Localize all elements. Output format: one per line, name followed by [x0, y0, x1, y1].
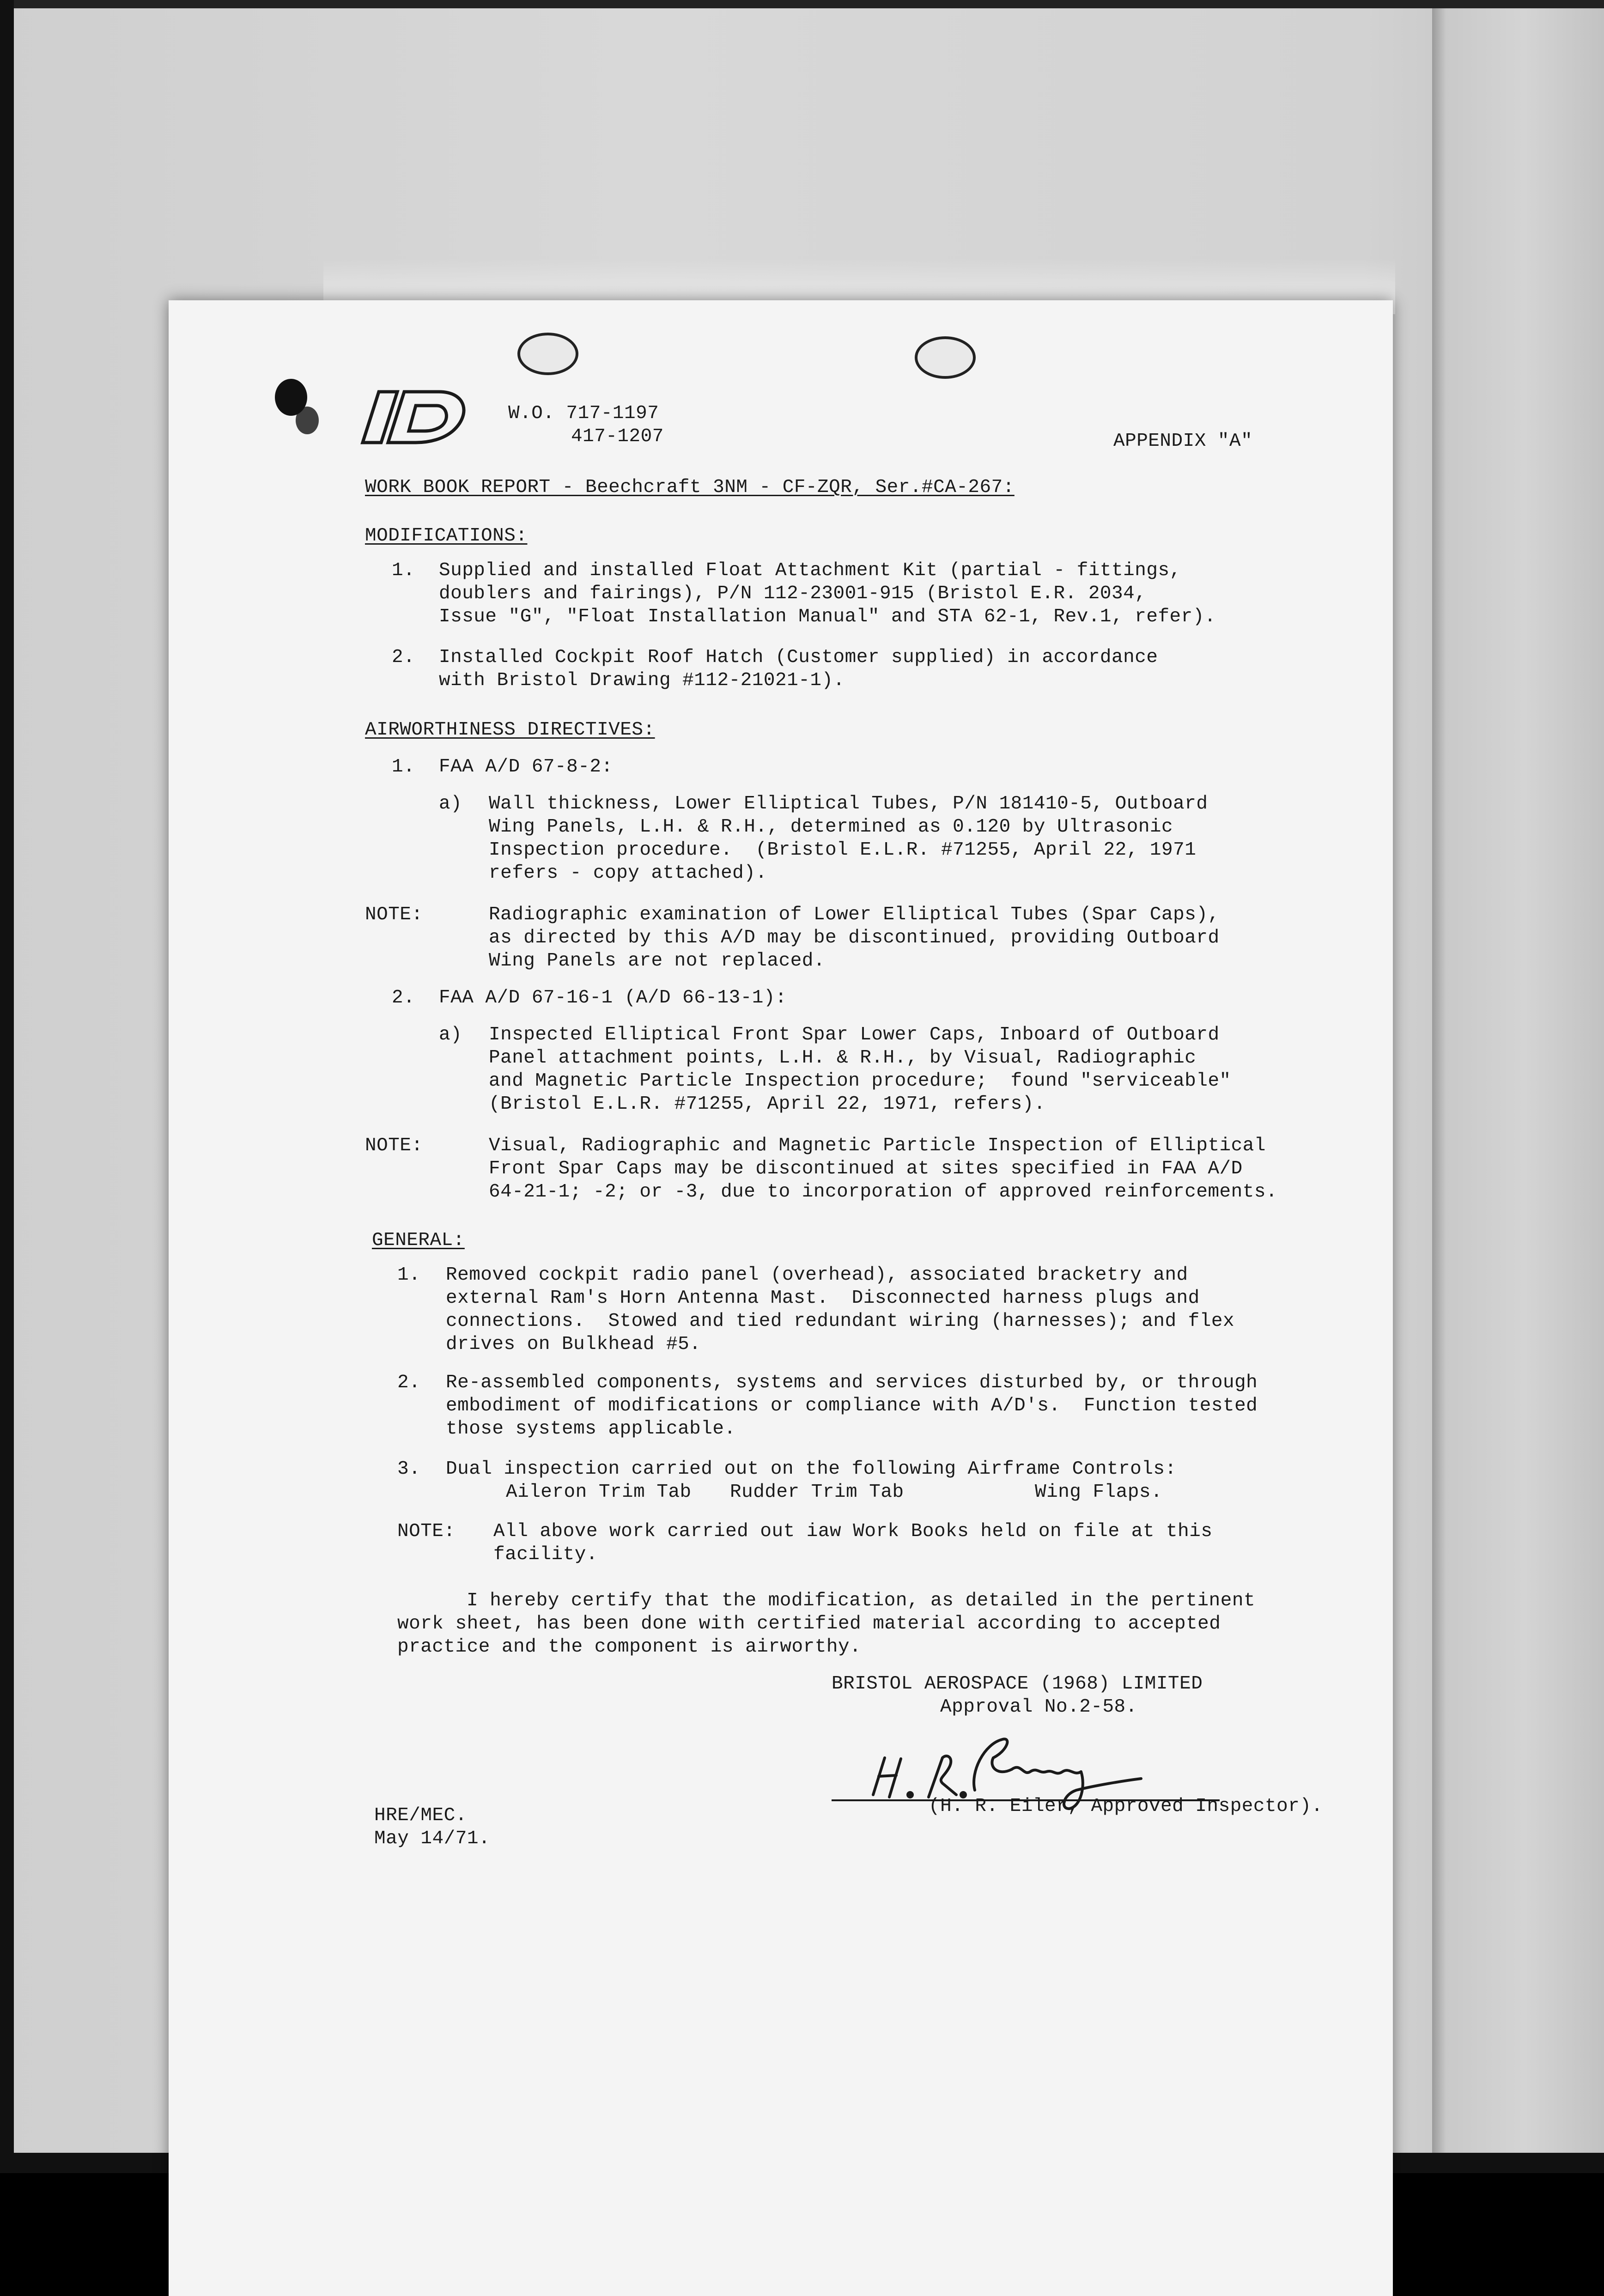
ad-2-number: 2.	[392, 987, 415, 1008]
gen-2-line: those systems applicable.	[446, 1418, 736, 1440]
gen-1-line: connections. Stowed and tied redundant wiring (harnesses); and flex	[446, 1311, 1235, 1332]
punch-hole-left	[517, 333, 578, 375]
report-date: May 14/71.	[374, 1828, 491, 1849]
gen-1-line: Removed cockpit radio panel (overhead), associated bracketry and	[446, 1264, 1188, 1286]
ad-2-sub-line: and Magnetic Particle Inspection procedure; found "serviceable"	[489, 1070, 1231, 1092]
company-name: BRISTOL AEROSPACE (1968) LIMITED	[832, 1673, 1203, 1695]
ad-2-title: FAA A/D 67-16-1 (A/D 66-13-1):	[439, 987, 787, 1008]
ad-1-number: 1.	[392, 756, 415, 777]
gen-2-line: embodiment of modifications or compliance with A/D's. Function tested	[446, 1395, 1258, 1416]
general-note-label: NOTE:	[397, 1521, 456, 1542]
ad-1-title: FAA A/D 67-8-2:	[439, 756, 613, 777]
punch-hole-right	[915, 336, 976, 379]
ad-1-note-line: as directed by this A/D may be discontinued, providing Outboard	[489, 927, 1220, 948]
control-item: Wing Flaps.	[1035, 1482, 1163, 1503]
gen-2-line: Re-assembled components, systems and services disturbed by, or through	[446, 1372, 1258, 1393]
mod-1-number: 1.	[392, 560, 415, 581]
certification-line: I hereby certify that the modification, as detailed in the pertinent	[467, 1590, 1256, 1611]
certification-line: work sheet, has been done with certified material according to accepted	[397, 1613, 1221, 1634]
general-heading: GENERAL:	[372, 1230, 465, 1251]
general-note-line: All above work carried out iaw Work Books held on file at this	[493, 1521, 1213, 1542]
mod-1-line: Issue "G", "Float Installation Manual" and STA 62-1, Rev.1, refer).	[439, 606, 1216, 627]
mod-2-number: 2.	[392, 647, 415, 668]
gen-1-number: 1.	[397, 1264, 421, 1286]
inspector-name: (H. R. Eiler, Approved Inspector).	[929, 1796, 1323, 1817]
bristol-logo-icon	[360, 387, 471, 447]
mod-2-line: Installed Cockpit Roof Hatch (Customer supplied) in accordance	[439, 647, 1158, 668]
ad-2-note-line: Visual, Radiographic and Magnetic Particle Inspection of Elliptical	[489, 1135, 1266, 1156]
ad-1-note-line: Wing Panels are not replaced.	[489, 950, 826, 972]
ad-1-sub-label: a)	[439, 793, 462, 814]
ad-1-sub-line: refers - copy attached).	[489, 863, 767, 884]
ad-2-note-line: 64-21-1; -2; or -3, due to incorporation of approved reinforcements.	[489, 1181, 1278, 1203]
left-shadow	[0, 0, 14, 2173]
ad-2-sub-line: (Bristol E.L.R. #71255, April 22, 1971, refers).	[489, 1093, 1045, 1115]
modifications-heading: MODIFICATIONS:	[365, 525, 528, 547]
mod-1-line: Supplied and installed Float Attachment Kit (partial - fittings,	[439, 560, 1181, 581]
ad-2-note-label: NOTE:	[365, 1135, 423, 1156]
certification-line: practice and the component is airworthy.	[397, 1636, 862, 1658]
approval-number: Approval No.2-58.	[940, 1696, 1137, 1718]
top-shadow	[0, 0, 1604, 8]
ad-2-sub-line: Inspected Elliptical Front Spar Lower Caps, Inboard of Outboard	[489, 1024, 1220, 1045]
work-order-number-2: 417-1207	[571, 426, 664, 447]
general-note-line: facility.	[493, 1544, 598, 1565]
ad-1-sub-line: Inspection procedure. (Bristol E.L.R. #71255, April 22, 1971	[489, 839, 1197, 861]
ad-1-note-label: NOTE:	[365, 904, 423, 925]
airworthiness-heading: AIRWORTHINESS DIRECTIVES:	[365, 719, 655, 741]
ad-1-sub-line: Wing Panels, L.H. & R.H., determined as 0.120 by Ultrasonic	[489, 816, 1173, 838]
work-order-number: W.O. 717-1197	[508, 403, 659, 424]
ad-2-sub-label: a)	[439, 1024, 462, 1045]
mod-1-line: doublers and fairings), P/N 112-23001-915 (Bristol E.R. 2034,	[439, 583, 1147, 604]
gen-3-line: Dual inspection carried out on the following Airframe Controls:	[446, 1458, 1177, 1480]
mod-2-line: with Bristol Drawing #112-21021-1).	[439, 670, 845, 691]
appendix-label: APPENDIX "A"	[1113, 431, 1253, 452]
control-item: Rudder Trim Tab	[730, 1482, 904, 1503]
ad-1-note-line: Radiographic examination of Lower Elliptical Tubes (Spar Caps),	[489, 904, 1220, 925]
ad-2-note-line: Front Spar Caps may be discontinued at sites specified in FAA A/D	[489, 1158, 1243, 1179]
control-item: Aileron Trim Tab	[506, 1482, 692, 1503]
gen-3-number: 3.	[397, 1458, 421, 1480]
ad-2-sub-line: Panel attachment points, L.H. & R.H., by Visual, Radiographic	[489, 1047, 1197, 1069]
binder-edge	[1432, 0, 1604, 2173]
gen-1-line: external Ram's Horn Antenna Mast. Disconnected harness plugs and	[446, 1288, 1200, 1309]
gen-1-line: drives on Bulkhead #5.	[446, 1334, 701, 1355]
tape-mark	[296, 407, 319, 434]
initials: HRE/MEC.	[374, 1805, 467, 1826]
report-title: WORK BOOK REPORT - Beechcraft 3NM - CF-ZQR, Ser.#CA-267:	[365, 477, 1015, 498]
gen-2-number: 2.	[397, 1372, 421, 1393]
ad-1-sub-line: Wall thickness, Lower Elliptical Tubes, P/N 181410-5, Outboard	[489, 793, 1208, 814]
